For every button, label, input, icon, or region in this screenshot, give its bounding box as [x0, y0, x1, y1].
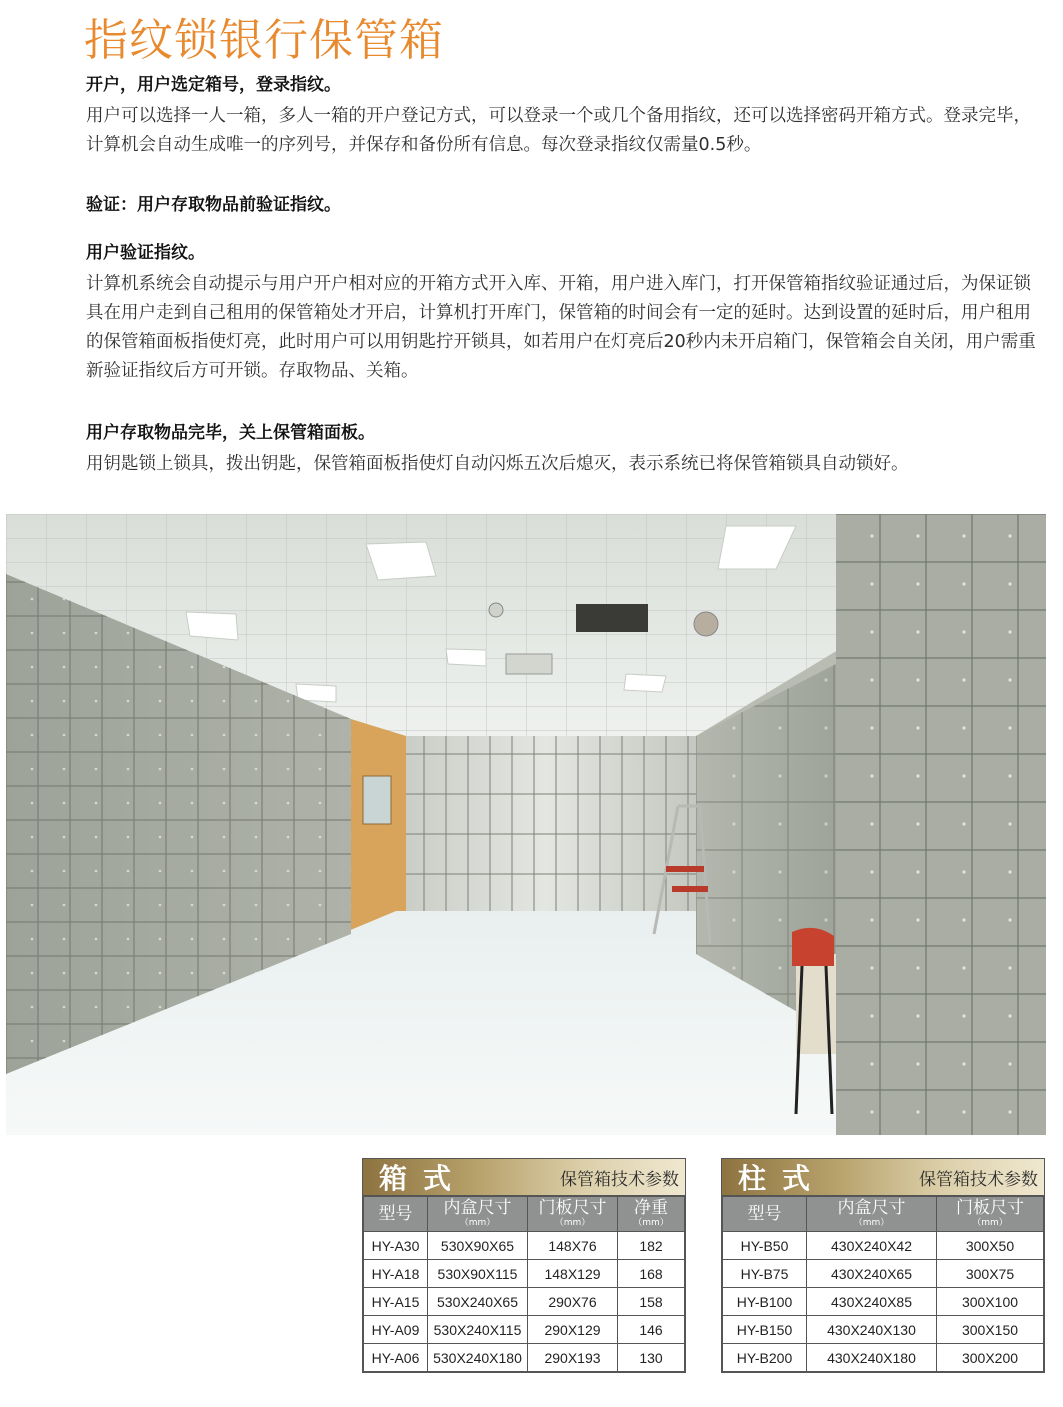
table-cell: HY-B200: [723, 1344, 807, 1372]
table-cell: 148X129: [528, 1260, 618, 1288]
table-cell: HY-A09: [364, 1316, 428, 1344]
section-body: 用户可以选择一人一箱，多人一箱的开户登记方式，可以登录一个或几个备用指纹，还可以选择密码开箱方式。登录完毕，计算机会自动生成唯一的序列号，并保存和备份所有信息。每次登录指纹仅需量0.5秒。: [86, 106, 1031, 155]
ceiling-light: [186, 612, 238, 640]
table-cell: 130: [618, 1344, 685, 1372]
table-cell: HY-A30: [364, 1232, 428, 1260]
ceiling-vent: [576, 604, 648, 632]
table-cell: HY-A15: [364, 1288, 428, 1316]
ceiling-light: [446, 649, 486, 666]
section-heading: 用户存取物品完毕，关上保管箱面板。: [86, 423, 375, 443]
spec-table-box: [362, 1158, 686, 1373]
table-cell: 148X76: [528, 1232, 618, 1260]
column-header: 型号: [364, 1197, 428, 1232]
table-cell: HY-B100: [723, 1288, 807, 1316]
section-body: 用钥匙锁上锁具，拨出钥匙，保管箱面板指使灯自动闪烁五次后熄灭，表示系统已将保管箱锁具自动锁好。: [86, 454, 909, 474]
spec-type-label: 柱式: [738, 1162, 827, 1195]
table-cell: 300X200: [937, 1344, 1044, 1372]
spec-subtitle: 保管箱技术参数: [560, 1169, 679, 1190]
chair: [792, 928, 834, 966]
section-open-account: [86, 70, 1046, 160]
table-row: [364, 1232, 685, 1260]
table-cell: 182: [618, 1232, 685, 1260]
table-cell: 430X240X130: [807, 1316, 937, 1344]
table-row: [364, 1260, 685, 1288]
table-cell: HY-B150: [723, 1316, 807, 1344]
section-heading: 开户，用户选定箱号，登录指纹。: [86, 75, 341, 95]
table-cell: HY-A18: [364, 1260, 428, 1288]
table-cell: 300X150: [937, 1316, 1044, 1344]
table-cell: 300X50: [937, 1232, 1044, 1260]
table-row: [723, 1288, 1044, 1316]
table-row: [723, 1260, 1044, 1288]
spec-table: [722, 1196, 1044, 1372]
section-user-verify: [86, 238, 1046, 386]
table-cell: HY-B50: [723, 1232, 807, 1260]
section-heading: 验证：用户存取物品前验证指纹。: [86, 195, 341, 215]
column-header: 门板尺寸 （mm）: [528, 1197, 618, 1232]
table-cell: 290X76: [528, 1288, 618, 1316]
section-heading: 用户验证指纹。: [86, 243, 205, 263]
table-cell: 430X240X180: [807, 1344, 937, 1372]
table-cell: 530X240X115: [428, 1316, 528, 1344]
table-row: [364, 1316, 685, 1344]
table-cell: 530X240X180: [428, 1344, 528, 1372]
table-cell: 300X100: [937, 1288, 1044, 1316]
table-cell: 290X129: [528, 1316, 618, 1344]
table-row: [723, 1344, 1044, 1372]
table-cell: 300X75: [937, 1260, 1044, 1288]
table-cell: 158: [618, 1288, 685, 1316]
table-cell: 530X240X65: [428, 1288, 528, 1316]
section-finish: [86, 418, 1046, 479]
table-cell: 430X240X85: [807, 1288, 937, 1316]
table-cell: 530X90X115: [428, 1260, 528, 1288]
ceiling-vent: [506, 654, 552, 674]
table-cell: 290X193: [528, 1344, 618, 1372]
table-cell: 168: [618, 1260, 685, 1288]
spec-type-label: 箱式: [379, 1162, 468, 1195]
spec-header-bar: [363, 1159, 685, 1196]
page-title: 指纹锁银行保管箱: [84, 15, 444, 66]
table-cell: 430X240X65: [807, 1260, 937, 1288]
section-verify: [86, 190, 1046, 215]
spec-header-bar: [722, 1159, 1044, 1196]
spec-table-column: [721, 1158, 1045, 1373]
table-row: [723, 1232, 1044, 1260]
section-body: 计算机系统会自动提示与用户开户相对应的开箱方式开入库、开箱，用户进入库门，打开保管箱指纹验证通过后，为保证锁具在用户走到自己租用的保管箱处才开启，计算机打开库门，保管箱的时间会有一定的延时。达到设置的延时后，用户租用的保管箱面板指使灯亮，此时用户可以用钥匙拧开锁具，如若用户在灯亮后20秒内未开启箱门，保管箱会自关闭，用户需重新验证指纹后方可开锁。存取物品、关箱。: [86, 274, 1036, 381]
table-row: [364, 1344, 685, 1372]
column-header: 净重 （mm）: [618, 1197, 685, 1232]
column-header: 内盒尺寸 （mm）: [807, 1197, 937, 1232]
table-cell: HY-B75: [723, 1260, 807, 1288]
table-cell: 146: [618, 1316, 685, 1344]
column-header: 内盒尺寸 （mm）: [428, 1197, 528, 1232]
spec-subtitle: 保管箱技术参数: [919, 1169, 1038, 1190]
ceiling-light: [366, 542, 436, 580]
table-row: [364, 1288, 685, 1316]
table-cell: 530X90X65: [428, 1232, 528, 1260]
table-cell: 430X240X42: [807, 1232, 937, 1260]
table-row: [723, 1316, 1044, 1344]
vault-room-photo: [6, 514, 1046, 1135]
column-header: 型号: [723, 1197, 807, 1232]
vault-door: [351, 719, 406, 934]
vault-room-illustration: [6, 514, 1046, 1135]
table-cell: HY-A06: [364, 1344, 428, 1372]
ceiling-light: [624, 674, 666, 692]
spec-table: [363, 1196, 685, 1372]
column-header: 门板尺寸 （mm）: [937, 1197, 1044, 1232]
